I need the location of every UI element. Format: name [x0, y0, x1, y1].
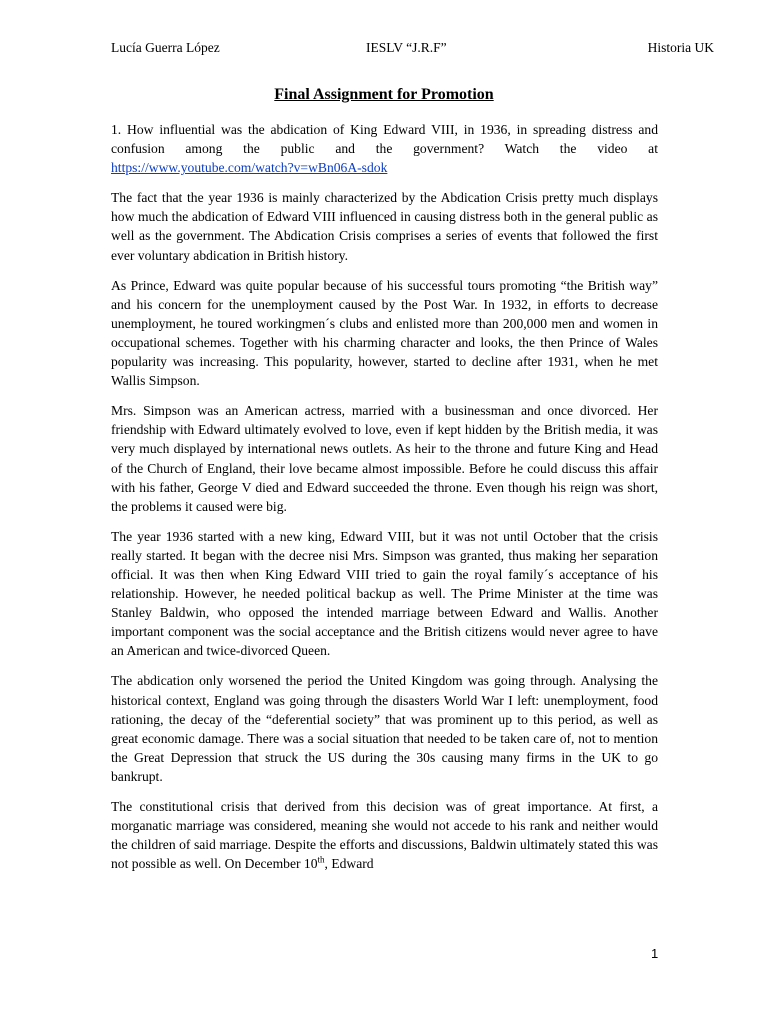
document-body [111, 120, 658, 884]
video-link[interactable]: https://www.youtube.com/watch?v=wBn06A-sdok [111, 160, 388, 176]
document-title: Final Assignment for Promotion [274, 86, 494, 103]
paragraph-1: The fact that the year 1936 is mainly characterized by the Abdication Crisis pretty much displays how much the abdication of Edward VIII influenced in causing distress both in the general public as well as the government. The Abdication Crisis comprises a series of events that followed the first ever voluntary abdication in British history. [111, 190, 658, 263]
question-text: 1. How influential was the abdication of King Edward VIII, in 1936, in spreading distress and confusion among the public and the government? Watch the video at [111, 122, 658, 157]
header-subject: Historia UK [647, 40, 714, 55]
paragraph-5: The abdication only worsened the period the United Kingdom was going through. Analysing the historical context, England was going through the disasters World War I left: unemployment, food rationing, the decay of the “deferential society” that was prominent up to this period, as well as great economic damage. There was a social situation that needed to be taken care of, not to mention the Great Depression that struck the US during the 30s causing many firms in the UK to go bankrupt. [111, 673, 658, 784]
paragraph-6-text: The constitutional crisis that derived from this decision was of great importance. At first, a morganatic marriage was considered, meaning she would not accede to his rank and neither would the children of said marriage. Despite the efforts and discussions, Baldwin ultimately stated this was not possible as well. On December 10 [111, 799, 658, 872]
page-number: 1 [651, 946, 659, 961]
page-header [111, 40, 714, 60]
paragraph-2: As Prince, Edward was quite popular because of his successful tours promoting “the British way” and his concern for the unemployment caused by the Post War. In 1932, in efforts to decrease unemployment, he toured workingmen´s clubs and enlisted more than 200,000 men and women in occupational schemes. Together with his charming character and looks, the then Prince of Wales popularity was increasing. This popularity, however, started to decline after 1931, when he met Wallis Simpson. [111, 277, 658, 389]
ordinal-superscript: th [317, 854, 325, 865]
header-author: Lucía Guerra López [111, 40, 220, 55]
paragraph-6-tail: , Edward [324, 856, 374, 872]
paragraph-6 [111, 797, 658, 873]
question-paragraph [111, 120, 658, 177]
paragraph-4: The year 1936 started with a new king, Edward VIII, but it was not until October that the crisis really started. It began with the decree nisi Mrs. Simpson was granted, thus making her separation official. It was then when King Edward VIII tried to gain the royal family´s acceptance of his relationship. However, he needed political backup as well. The Prime Minister at the time was Stanley Baldwin, who opposed the intended marriage between Edward and Wallis. Another important component was the social acceptance and the British citizens would never agree to have an American and twice-divorced Queen. [111, 528, 658, 659]
header-school: IESLV “J.R.F” [366, 40, 447, 55]
paragraph-3: Mrs. Simpson was an American actress, married with a businessman and once divorced. Her friendship with Edward ultimately evolved to love, even if kept hidden by the British media, it was very much displayed by international news outlets. As heir to the throne and future King and Head of the Church of England, their love became almost impossible. Before he could discuss this affair with his father, George V died and Edward succeeded the throne. Even though his reign was short, the problems it caused were big. [111, 403, 658, 514]
